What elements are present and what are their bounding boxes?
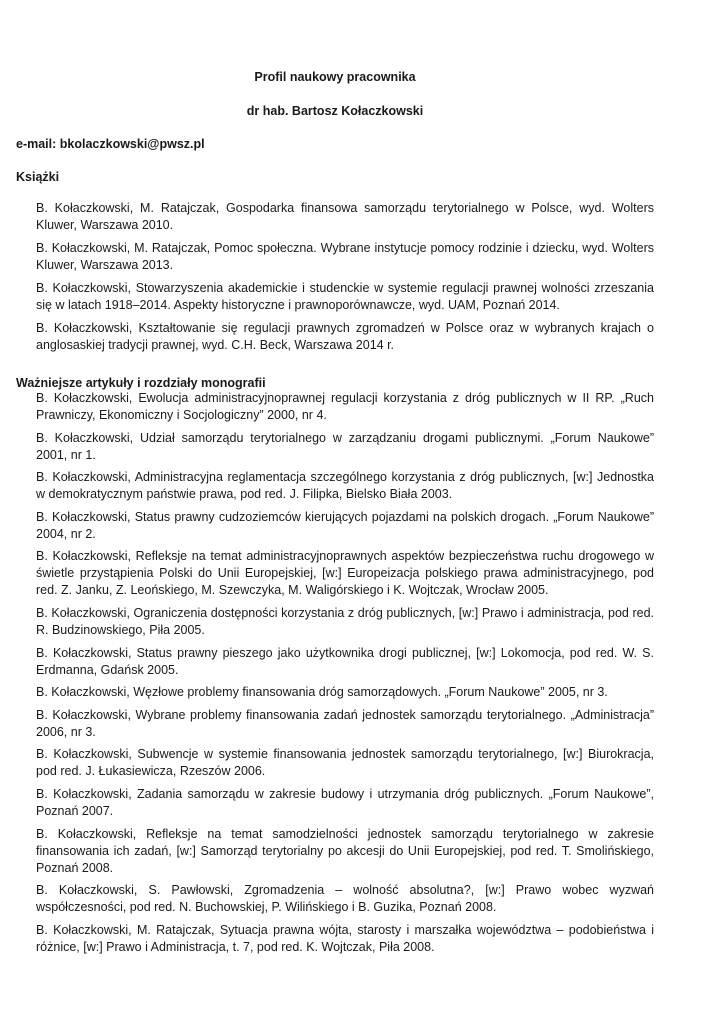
author-name: dr hab. Bartosz Kołaczkowski	[246, 104, 424, 118]
books-heading: Książki	[16, 170, 60, 184]
article-item: B. Kołaczkowski, Status prawny pieszego jako użytkownika drogi publicznej, [w:] Lokomocja, pod red. W. S. Erdmanna, Gdańsk 2005.	[36, 645, 654, 677]
book-item: B. Kołaczkowski, M. Ratajczak, Gospodarka finansowa samorządu terytorialnego w Polsce, wyd. Wolters Kluwer, Warszawa 2010.	[36, 201, 654, 232]
article-item: B. Kołaczkowski, S. Pawłowski, Zgromadzenia – wolność absolutna?, [w:] Prawo wobec wyzwań współczesności, pod red. N. Buchowskiej, P. Wilińskiego i B. Guzika, Poznań 2008.	[36, 883, 654, 915]
book-item: B. Kołaczkowski, Stowarzyszenia akademickie i studenckie w systemie regulacji prawnej wolności zrzeszania się w latach 1918–2014. Aspekty historyczne i prawnoporównawcze, wyd. UAM, Poznań 2014.	[36, 281, 654, 312]
article-item: B. Kołaczkowski, Refleksje na temat samodzielności jednostek samorządu terytorialnego w zakresie finansowania ich zadań, [w:] Samorząd terytorialny po akcesji do Unii Europejskiej, pod red. T. Smolińskiego, Poznań 2008.	[36, 826, 654, 875]
article-item: B. Kołaczkowski, Wybrane problemy finansowania zadań jednostek samorządu terytorialnego. „Administracja” 2006, nr 3.	[36, 707, 654, 739]
book-item: B. Kołaczkowski, M. Ratajczak, Pomoc społeczna. Wybrane instytucje pomocy rodzinie i dziecku, wyd. Wolters Kluwer, Warszawa 2013.	[36, 241, 654, 272]
article-item: B. Kołaczkowski, Subwencje w systemie finansowania jednostek samorządu terytorialnego, [w:] Biurokracja, pod red. J. Łukasiewicza, Rzeszów 2006.	[36, 747, 654, 779]
article-item: B. Kołaczkowski, Administracyjna reglamentacja szczególnego korzystania z dróg publicznych, [w:] Jednostka w demokratycznym państwie prawa, pod red. J. Filipka, Bielsko Biała 2003.	[36, 470, 654, 502]
article-item: B. Kołaczkowski, M. Ratajczak, Sytuacja prawna wójta, starosty i marszałka województwa – podobieństwa i różnice, [w:] Prawo i Administracja, t. 7, pod red. K. Wojtczak, Piła 2008.	[36, 922, 654, 954]
article-item: B. Kołaczkowski, Status prawny cudzoziemców kierujących pojazdami na polskich drogach. „Forum Naukowe” 2004, nr 2.	[36, 509, 654, 541]
document-title: Profil naukowy pracownika	[254, 70, 416, 84]
article-item: B. Kołaczkowski, Refleksje na temat administracyjnoprawnych aspektów bezpieczeństwa ruchu drogowego w świetle przystąpienia Polski do Unii Europejskiej, [w:] Europeizacja polskiego prawa administracyjnego, pod red. Z. Janku, Z. Leońskiego, M. Szewczyka, M. Waligórskiego i K. Wojtczak, Wrocław 2005.	[36, 549, 654, 598]
article-item: B. Kołaczkowski, Węzłowe problemy finansowania dróg samorządowych. „Forum Naukowe” 2005, nr 3.	[36, 685, 608, 700]
email-line: e-mail: bkolaczkowski@pwsz.pl	[16, 137, 205, 151]
article-item: B. Kołaczkowski, Udział samorządu terytorialnego w zarządzaniu drogami publicznymi. „Forum Naukowe” 2001, nr 1.	[36, 430, 654, 462]
article-item: B. Kołaczkowski, Zadania samorządu w zakresie budowy i utrzymania dróg publicznych. „Forum Naukowe”, Poznań 2007.	[36, 786, 654, 818]
article-item: B. Kołaczkowski, Ograniczenia dostępności korzystania z dróg publicznych, [w:] Prawo i administracja, pod red. R. Budzinowskiego, Piła 2005.	[36, 605, 654, 637]
book-item: B. Kołaczkowski, Kształtowanie się regulacji prawnych zgromadzeń w Polsce oraz w wybranych krajach o anglosaskiej tradycji prawnej, wyd. C.H. Beck, Warszawa 2014 r.	[36, 321, 654, 352]
article-item: B. Kołaczkowski, Ewolucja administracyjnoprawnej regulacji korzystania z dróg publicznych w II RP. „Ruch Prawniczy, Ekonomiczny i Socjologiczny” 2000, nr 4.	[36, 391, 654, 422]
books-list	[36, 200, 654, 360]
articles-list	[36, 390, 654, 961]
articles-heading: Ważniejsze artykuły i rozdziały monografii	[16, 376, 266, 390]
